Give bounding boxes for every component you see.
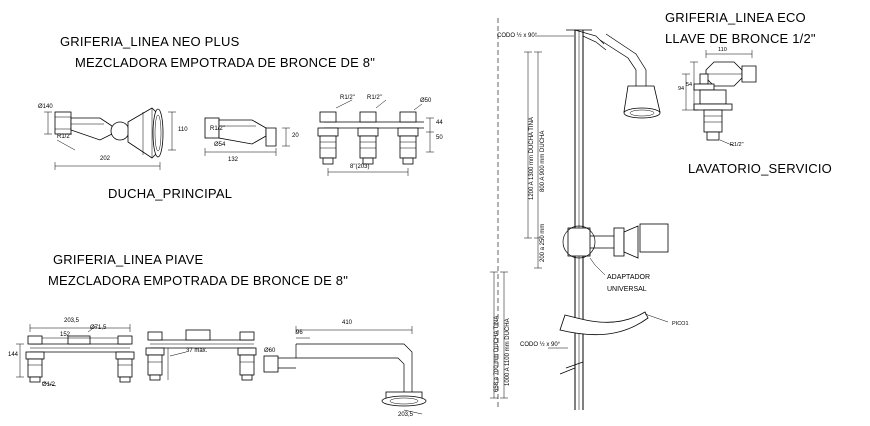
figure-spout — [205, 118, 290, 156]
dim-shower-d1: Ø140 — [38, 104, 53, 110]
title-neo-plus-line1: GRIFERIA_LINEA NEO PLUS — [60, 34, 240, 49]
title-eco-line1: GRIFERIA_LINEA ECO — [665, 10, 806, 25]
figure-mixer-8in — [318, 100, 434, 176]
dim-piave-a-d1: Ø1/2 — [42, 382, 56, 388]
dim-shower-height-1: 1200 A 1300 mm DUCHA TINA — [529, 117, 535, 200]
dim-piave-a-w2: Ø71,5 — [90, 325, 107, 331]
annotation-pico: PICO1 — [672, 321, 689, 327]
figure-eco-tap — [682, 50, 756, 146]
dim-piave-b-d1: 37 max. — [186, 348, 208, 354]
annotation-adaptador-line1: ADAPTADOR — [607, 274, 651, 281]
dim-piave-c-w1: 410 — [342, 320, 353, 326]
title-piave-line2: MEZCLADORA EMPOTRADA DE BRONCE DE 8" — [48, 273, 349, 288]
dim-piave-a-w1: 203,5 — [64, 318, 80, 324]
dim-spout-d2: Ø54 — [214, 142, 226, 148]
dim-piave-c-d2: 203,5 — [398, 412, 414, 418]
title-piave-line1: GRIFERIA_LINEA PIAVE — [53, 252, 204, 267]
figure-piave-mixer — [16, 324, 134, 386]
dim-eco-d2: 54 — [686, 82, 693, 88]
dim-mixer-h2: 50 — [436, 135, 443, 141]
title-neo-plus-line2: MEZCLADORA EMPOTRADA DE BRONCE DE 8" — [75, 55, 376, 70]
dim-spout-h1: 20 — [292, 133, 299, 139]
dim-low-1: 658 a 700 mm DUCHA TINA — [494, 315, 500, 392]
figure-piave-arm — [264, 326, 426, 414]
dim-shower-h1: 110 — [178, 127, 188, 133]
dim-spout-d1: R1/2" — [210, 126, 225, 132]
figure-piave-side — [146, 330, 256, 380]
figure-shower-column — [490, 18, 668, 410]
dim-mixer-d1: R1/2" — [340, 95, 355, 101]
title-lavatorio-servicio: LAVATORIO_SERVICIO — [688, 161, 832, 176]
annotation-codo-bottom: CODO ½ x 90° — [520, 342, 561, 348]
dim-mid-1: 200 a 250 mm — [540, 223, 546, 262]
dim-shower-w1: 202 — [100, 156, 111, 162]
dim-piave-a-h1: 144 — [8, 352, 19, 358]
dim-piave-c-w2: 96 — [296, 330, 303, 336]
annotation-codo-top: CODO ½ x 90° — [497, 33, 538, 39]
dim-mixer-h1: 44 — [436, 120, 443, 126]
dim-piave-c-d1: Ø60 — [264, 348, 276, 354]
dim-spout-w1: 132 — [228, 157, 239, 163]
dim-piave-a-w3: 152 — [60, 332, 71, 338]
dim-eco-d4: R1/2" — [730, 142, 744, 148]
dim-eco-d1: 110 — [718, 47, 727, 53]
title-eco-line2: LLAVE DE BRONCE 1/2" — [665, 31, 816, 46]
dim-mixer-w1: 8"(203) — [350, 164, 370, 170]
dim-low-2: 1000 A 1100 mm DUCHA — [505, 318, 511, 386]
dim-mixer-d3: Ø50 — [420, 98, 432, 104]
annotation-adaptador-line2: UNIVERSAL — [607, 286, 647, 293]
dim-shower-d2: R1/2" — [57, 134, 72, 140]
title-ducha-principal: DUCHA_PRINCIPAL — [108, 186, 233, 201]
dim-shower-height-2: 800 A 900 mm DUCHA — [540, 130, 546, 192]
dim-mixer-d2: R1/2" — [367, 95, 382, 101]
dim-eco-d3: 94 — [678, 86, 685, 92]
